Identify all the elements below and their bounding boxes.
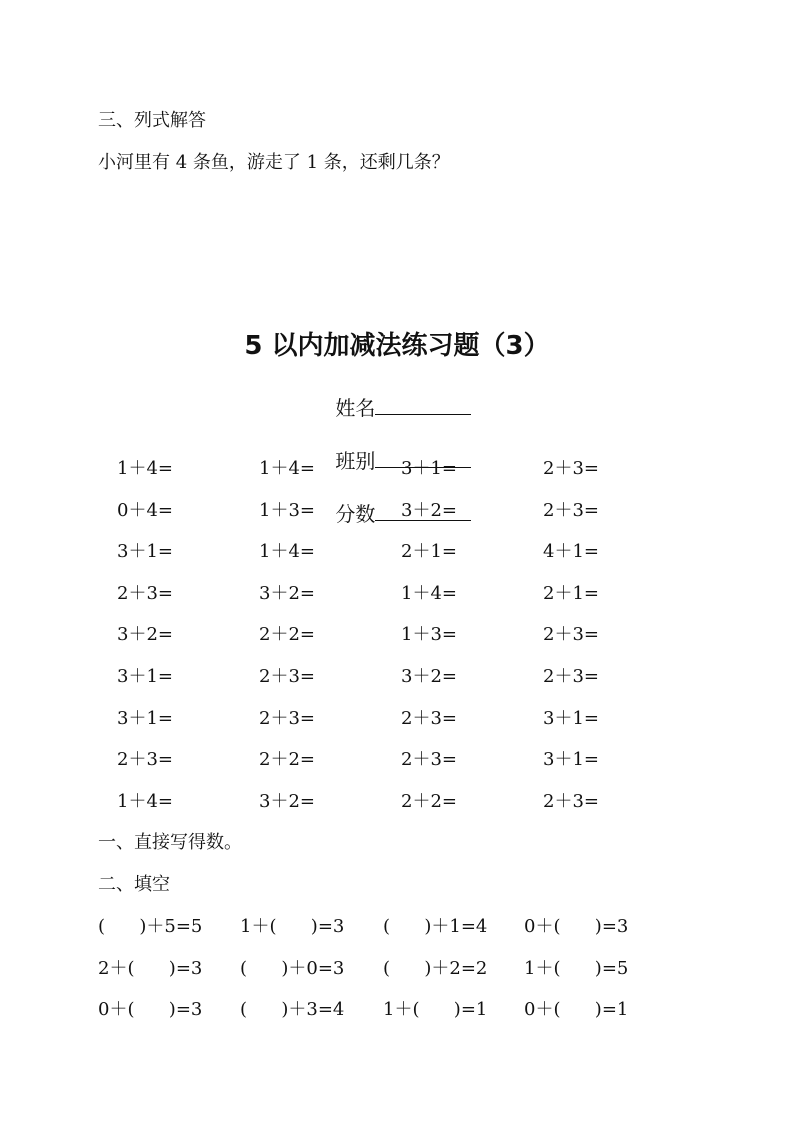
arithmetic-problem: 3＋2= bbox=[401, 666, 457, 687]
section-1-heading: 一、直接写得数。 bbox=[98, 832, 242, 853]
arithmetic-problem: 3＋2= bbox=[259, 790, 315, 812]
arithmetic-problem: 3＋1= bbox=[543, 707, 599, 729]
arithmetic-problem: 3＋1= bbox=[543, 749, 599, 771]
arithmetic-problem: 3＋1= bbox=[117, 541, 173, 563]
arithmetic-problem: 2＋3= bbox=[259, 666, 315, 687]
word-problem-text: 小河里有 4 条鱼，游走了 1 条，还剩几条？ bbox=[98, 152, 450, 173]
fill-blank-problem: 0＋( )=1 bbox=[524, 999, 629, 1020]
name-label: 姓名 bbox=[335, 396, 376, 420]
fill-blank-problem: ( )＋5=5 bbox=[98, 916, 203, 937]
arithmetic-problem: 1＋4= bbox=[259, 458, 315, 479]
arithmetic-problem: 3＋1= bbox=[117, 666, 173, 687]
fill-blank-problem: 0＋( )=3 bbox=[98, 999, 203, 1020]
section-3-heading: 三、列式解答 bbox=[98, 110, 206, 131]
arithmetic-problem: 2＋2= bbox=[259, 749, 315, 771]
class-label: 班别 bbox=[335, 449, 376, 473]
arithmetic-problem: 1＋4= bbox=[117, 790, 173, 812]
fill-blank-problem: 2＋( )=3 bbox=[98, 957, 203, 979]
arithmetic-problem: 2＋3= bbox=[543, 499, 599, 521]
name-blank[interactable] bbox=[375, 398, 471, 415]
fill-blank-problem: 0＋( )=3 bbox=[524, 916, 629, 937]
arithmetic-problem: 2＋2= bbox=[259, 624, 315, 646]
fill-blank-problem: ( )＋2=2 bbox=[383, 957, 488, 979]
arithmetic-problem: 0＋4= bbox=[117, 499, 173, 521]
arithmetic-problem: 3＋1= bbox=[401, 458, 457, 479]
arithmetic-problem: 2＋3= bbox=[117, 582, 173, 604]
arithmetic-problem: 2＋2= bbox=[401, 790, 457, 812]
arithmetic-problem: 3＋2= bbox=[259, 582, 315, 604]
arithmetic-problem: 2＋3= bbox=[401, 749, 457, 771]
fill-blank-problem: ( )＋0=3 bbox=[240, 957, 345, 979]
arithmetic-problem: 1＋4= bbox=[117, 458, 173, 479]
arithmetic-problem: 3＋1= bbox=[117, 707, 173, 729]
worksheet-title: 5 以内加减法练习题（3） bbox=[244, 331, 550, 361]
arithmetic-problem: 1＋4= bbox=[401, 582, 457, 604]
arithmetic-problem: 2＋3= bbox=[543, 666, 599, 687]
arithmetic-problem: 2＋3= bbox=[543, 458, 599, 479]
arithmetic-problem: 1＋4= bbox=[259, 541, 315, 563]
arithmetic-problem: 1＋3= bbox=[401, 624, 457, 646]
arithmetic-problem: 3＋2= bbox=[401, 499, 457, 521]
arithmetic-problem: 4＋1= bbox=[543, 541, 599, 563]
arithmetic-problem: 2＋3= bbox=[117, 749, 173, 771]
arithmetic-problem: 2＋3= bbox=[259, 707, 315, 729]
arithmetic-problem: 1＋3= bbox=[259, 499, 315, 521]
arithmetic-problem: 2＋3= bbox=[543, 790, 599, 812]
arithmetic-problem: 3＋2= bbox=[117, 624, 173, 646]
arithmetic-problem: 2＋3= bbox=[401, 707, 457, 729]
fill-blank-problem: 1＋( )=5 bbox=[524, 957, 629, 979]
score-label: 分数 bbox=[335, 502, 376, 526]
section-2-heading: 二、填空 bbox=[98, 874, 170, 895]
fill-blank-problem: 1＋( )=1 bbox=[383, 999, 488, 1020]
fill-blank-problem: 1＋( )=3 bbox=[240, 916, 345, 937]
arithmetic-problem: 2＋3= bbox=[543, 624, 599, 646]
arithmetic-problem: 2＋1= bbox=[543, 582, 599, 604]
fill-blank-problem: ( )＋1=4 bbox=[383, 916, 488, 937]
fill-blank-problem: ( )＋3=4 bbox=[240, 999, 345, 1020]
arithmetic-problem: 2＋1= bbox=[401, 541, 457, 563]
